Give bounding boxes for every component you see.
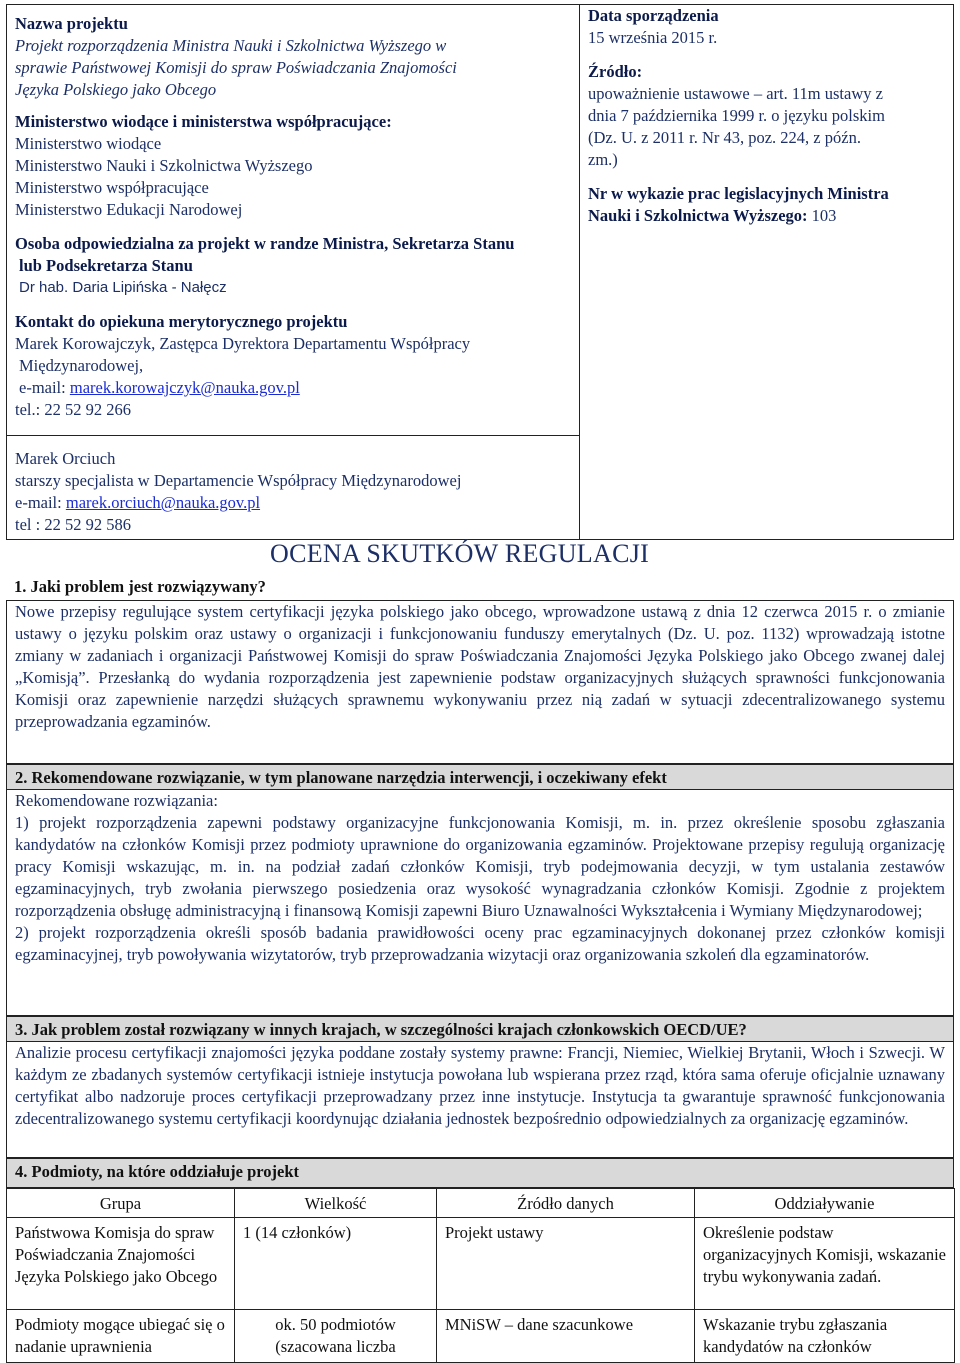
coop-ministry-value: Ministerstwo Edukacji Narodowej [15, 200, 243, 219]
leading-ministry-label: Ministerstwo wiodące [15, 134, 162, 153]
contact2-cell: Marek Orciuch starszy specjalista w Departamencie Współpracy Międzynarodowej e-mail: marek.orciuch@nauka.gov.pl tel : 22 52 92 586 [6, 436, 580, 540]
section1-body: Nowe przepisy regulujące system certyfikacji języka polskiego jako obcego, wprowadzone ustawą z dnia 12 czerwca 2015 r. o zmianie ustawy o języku polskim oraz ustawy o organizacji i funkcjonowaniu funduszy emerytalnych (Dz. U. poz. 1132) wprowadzają istotne zmiany w zadaniach i organizacji Państwowej Komisji do spraw Poświadczania Znajomości Języka Polskiego jako Obcego zwanej dalej „Komisją”. Przesłanką do wydania rozporządzenia jest zapewnienie podstaw organizacyjnych służących sprawności funkcjonowania Komisji oraz zapewnienie narzędzi służących sprawnemu wykonywaniu przez nią zadań w sytuacji zdecentralizowanego systemu przeprowadzania egzaminów. [6, 600, 954, 764]
legislative-number-value: 103 [807, 206, 837, 225]
table-row [7, 1310, 955, 1363]
stakeholders-table [6, 1188, 955, 1363]
table-cell: MNiSW – dane szacunkowe [437, 1310, 695, 1363]
metadata-cell [580, 4, 954, 540]
document-title: OCENA SKUTKÓW REGULACJI [270, 539, 650, 568]
contact2-name: Marek Orciuch [15, 449, 116, 468]
table-cell: 1 (14 członków) [235, 1218, 437, 1310]
ministries-label: Ministerstwo wiodące i ministerstwa współpracujące: [15, 112, 392, 131]
column-header: Oddziaływanie [695, 1189, 955, 1218]
column-header: Wielkość [235, 1189, 437, 1218]
contact1-phone: tel.: 22 52 92 266 [15, 400, 131, 419]
project-name: Projekt rozporządzenia Ministra Nauki i Szkolnictwa Wyższego w sprawie Państwowej Komisji do spraw Poświadczania Znajomości Języka Polskiego jako Obcego [15, 36, 457, 99]
contact-label: Kontakt do opiekuna merytorycznego projektu [15, 312, 348, 331]
date-value: 15 września 2015 r. [588, 28, 718, 47]
table-header-row [7, 1189, 955, 1218]
contact1: Marek Korowajczyk, Zastępca Dyrektora Departamentu Współpracy Międzynarodowej, e-mail: marek.korowajczyk@nauka.gov.pl tel.: 22 52 92 266 [15, 333, 571, 421]
column-header: Źródło danych [437, 1189, 695, 1218]
table-row [7, 1218, 955, 1310]
project-info-cell [6, 4, 580, 436]
table-cell: Podmioty mogące ubiegać się o nadanie uprawnienia [7, 1310, 235, 1363]
section1-heading: 1. Jaki problem jest rozwiązywany? [14, 577, 266, 596]
table-cell: Wskazanie trybu zgłaszania kandydatów na członków [695, 1310, 955, 1363]
responsible-label: Osoba odpowiedzialna za projekt w randze Ministra, Sekretarza Stanu lub Podsekretarza Stanu [15, 234, 515, 275]
project-name-label: Nazwa projektu [15, 14, 128, 33]
column-header: Grupa [7, 1189, 235, 1218]
section3-heading: 3. Jak problem został rozwiązany w innych krajach, w szczególności krajach członkowskich OECD/UE? [6, 1016, 954, 1042]
section2-heading: 2. Rekomendowane rozwiązanie, w tym planowane narzędzia interwencji, i oczekiwany efekt [6, 764, 954, 790]
contact1-email-link[interactable]: marek.korowajczyk@nauka.gov.pl [69, 378, 300, 397]
responsible-value: Dr hab. Daria Lipińska - Nałęcz [19, 279, 227, 296]
contact2-phone: tel : 22 52 92 586 [15, 515, 131, 534]
table-cell: Projekt ustawy [437, 1218, 695, 1310]
leading-ministry-value: Ministerstwo Nauki i Szkolnictwa Wyższego [15, 156, 313, 175]
coop-ministry-label: Ministerstwo współpracujące [15, 178, 209, 197]
source-value: upoważnienie ustawowe – art. 11m ustawy z dnia 7 października 1999 r. o języku polskim (Dz. U. z 2011 r. Nr 43, poz. 224, z późn. zm.) [588, 84, 885, 169]
section4-heading: 4. Podmioty, na które oddziałuje projekt [6, 1158, 954, 1188]
table-cell: ok. 50 podmiotów (szacowana liczba [235, 1310, 437, 1363]
date-label: Data sporządzenia [588, 6, 719, 25]
section2-body: Rekomendowane rozwiązania: 1) projekt rozporządzenia zapewni podstawy organizacyjne funkcjonowania Komisji, m. in. przez określenie sposobu zgłaszania kandydatów na członków Komisji przez podmioty uprawnione do organizowania egzaminów. Projektowane przepisy regulują organizację pracy Komisji wskazując, m. in. na podział zadań członków Komisji, tryb podejmowania decyzji, w tym ustalania zestawów egzaminacyjnych, tryb zwołania pierwszego posiedzenia oraz wysokość wynagradzania członków Komisji. Zgodnie z projektem rozporządzenia obsługę administracyjną i finansową Komisji zapewni Biuro Uznawalności Wykształcenia i Wymiany Międzynarodowej; 2) projekt rozporządzenia określi sposób badania prawidłowości oceny prac egzaminacyjnych dokonanej przez członków komisji egzaminacyjnej, tryb powoływania wizytatorów, tryb przeprowadzania wizytacji oraz organizowania szkoleń dla egzaminatorów. [6, 790, 954, 1016]
table-cell: Określenie podstaw organizacyjnych Komisji, wskazanie trybu wykonywania zadań. [695, 1218, 955, 1310]
contact2-email-link[interactable]: marek.orciuch@nauka.gov.pl [65, 493, 261, 512]
contact2-role: starszy specjalista w Departamencie Współpracy Międzynarodowej [15, 471, 462, 490]
table-cell: Państwowa Komisja do spraw Poświadczania Znajomości Języka Polskiego jako Obcego [7, 1218, 235, 1310]
legislative-number: Nr w wykazie prac legislacyjnych Ministra Nauki i Szkolnictwa Wyższego: 103 [588, 184, 889, 225]
source-label: Źródło: [588, 62, 643, 81]
section3-body: Analizie procesu certyfikacji znajomości języka poddane zostały systemy prawne: Francji, Niemiec, Wielkiej Brytanii, Włoch i Szwecji. W każdym ze zbadanych systemów certyfikacji istnieje instytucja powołana lub wspierana przez rząd, która sama oferuje oficjalnie uznawany certyfikat albo nadzoruje proces certyfikacji przeprowadzany przez inne instytucje. Instytucja ta gwarantuje sprawność funkcjonowania zdecentralizowanego systemu certyfikacji koordynując działania jednostek bezpośrednio odpowiedzialnych za organizację egzaminów. [6, 1042, 954, 1158]
